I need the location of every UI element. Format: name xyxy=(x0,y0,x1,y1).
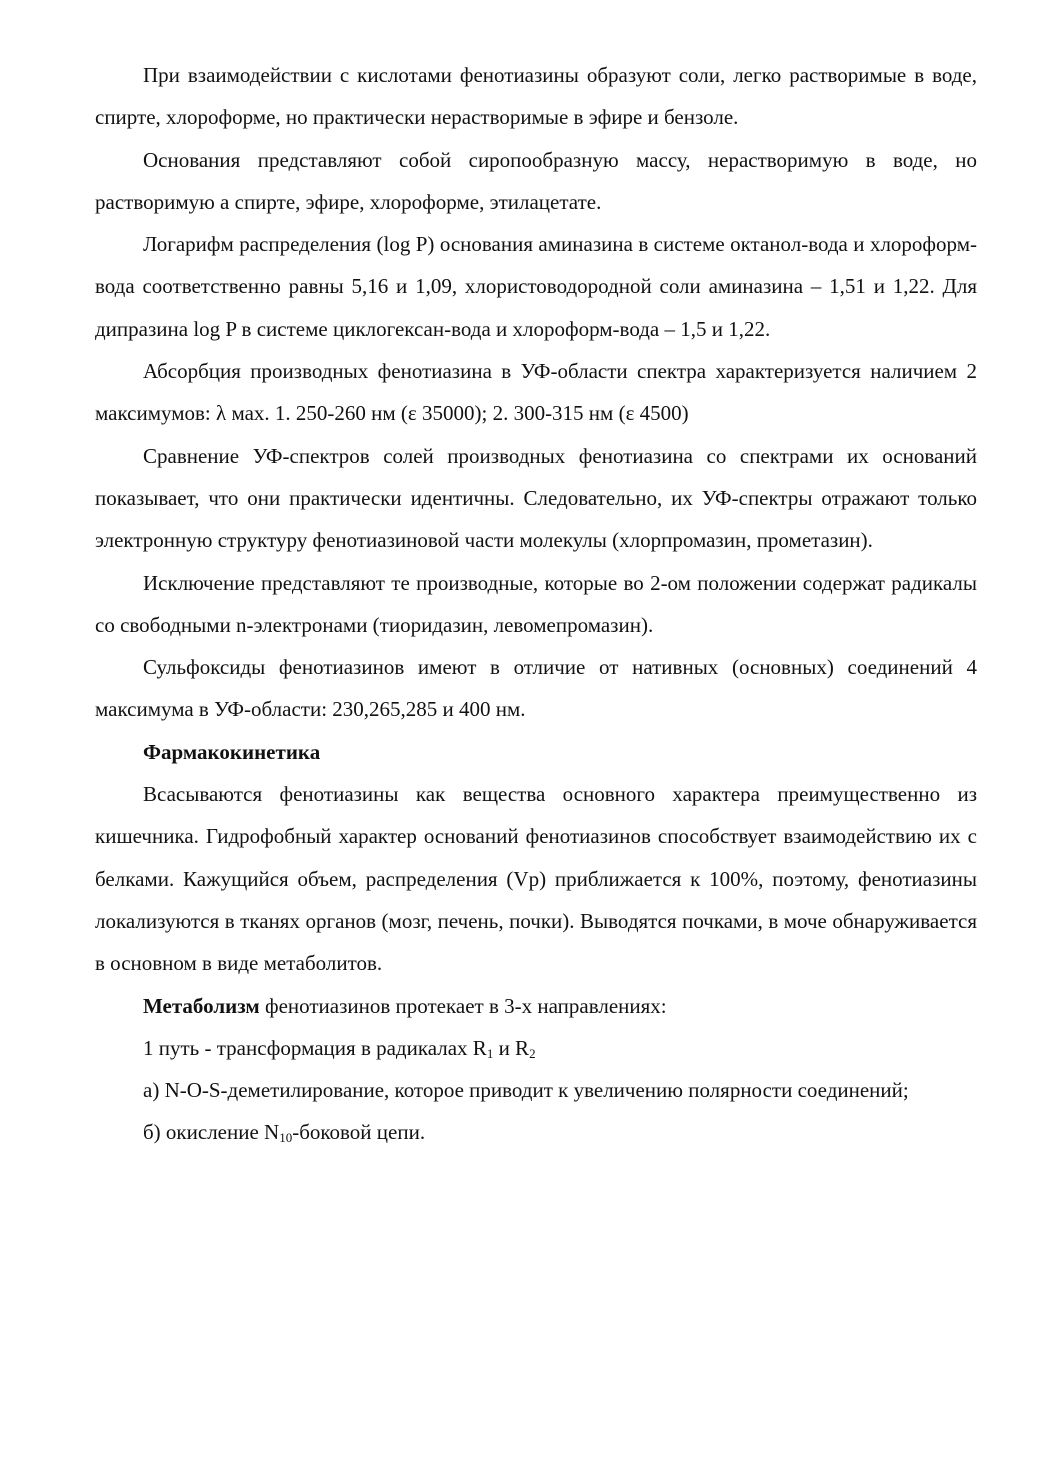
subscript-n10: 10 xyxy=(279,1130,293,1146)
document-page xyxy=(95,54,977,1154)
paragraph-salts-solubility: При взаимодействии с кислотами фенотиазины образуют соли, легко растворимые в воде, спирте, хлороформе, но практически нерастворимые в эфире и бензоле. xyxy=(95,63,977,130)
metabolism-term: Метаболизм xyxy=(143,993,260,1018)
paragraph-sulfoxides: Сульфоксиды фенотиазинов имеют в отличие от нативных (основных) соединений 4 максимума в УФ-области: 230,265,285 и 400 нм. xyxy=(95,655,977,722)
section-heading-pharmacokinetics: Фармакокинетика xyxy=(143,739,321,764)
item-b-text: б) окисление N xyxy=(143,1120,280,1145)
paragraph-metabolism xyxy=(95,985,977,1027)
paragraph-absorption: Всасываются фенотиазины как вещества основного характера преимущественно из кишечника. Гидрофобный характер оснований фенотиазинов способствует взаимодействию их с белками. Кажущийся объем, распределения (Vр) приближается к 100%, поэтому, фенотиазины локализуются в тканях органов (мозг, печень, почки). Выводятся почками, в моче обнаруживается в основном в виде метаболитов. xyxy=(95,782,977,976)
paragraph-item-a: а) N-O-S-деметилирование, которое приводит к увеличению полярности соединений; xyxy=(143,1078,909,1103)
paragraph-log-p: Логарифм распределения (log P) основания аминазина в системе октанол-вода и хлороформ-вода соответственно равны 5,16 и 1,09, хлористоводородной соли аминазина – 1,51 и 1,22. Для дипразина log P в системе циклогексан-вода и хлороформ-вода – 1,5 и 1,22. xyxy=(95,232,977,341)
path-1-text: 1 путь - трансформация в радикалах R xyxy=(143,1035,487,1060)
path-1-and: и R xyxy=(493,1035,530,1060)
paragraph-bases: Основания представляют собой сиропообразную массу, нерастворимую в воде, но растворимую а спирте, эфире, хлороформе, этилацетате. xyxy=(95,147,977,214)
metabolism-text: фенотиазинов протекает в 3-х направлениях: xyxy=(259,993,667,1018)
paragraph-uv-absorption: Абсорбция производных фенотиазина в УФ-области спектра характеризуется наличием 2 максимумов: λ мах. 1. 250-260 нм (ε 35000); 2. 300-315 нм (ε 4500) xyxy=(95,359,977,426)
subscript-r2: 2 xyxy=(529,1045,536,1061)
subscript-r1: 1 xyxy=(486,1045,494,1061)
item-b-rest: -боковой цепи. xyxy=(292,1120,426,1145)
paragraph-uv-comparison: Сравнение УФ-спектров солей производных фенотиазина со спектрами их оснований показывает, что они практически идентичны. Следовательно, их УФ-спектры отражают только электронную структуру фенотиазиновой части молекулы (хлорпромазин, прометазин). xyxy=(95,443,977,553)
paragraph-exception: Исключение представляют те производные, которые во 2-ом положении содержат радикалы со свободными n-электронами (тиоридазин, левомепромазин). xyxy=(95,570,977,637)
paragraph-item-b xyxy=(95,1111,977,1153)
paragraph-path-1 xyxy=(95,1027,977,1069)
